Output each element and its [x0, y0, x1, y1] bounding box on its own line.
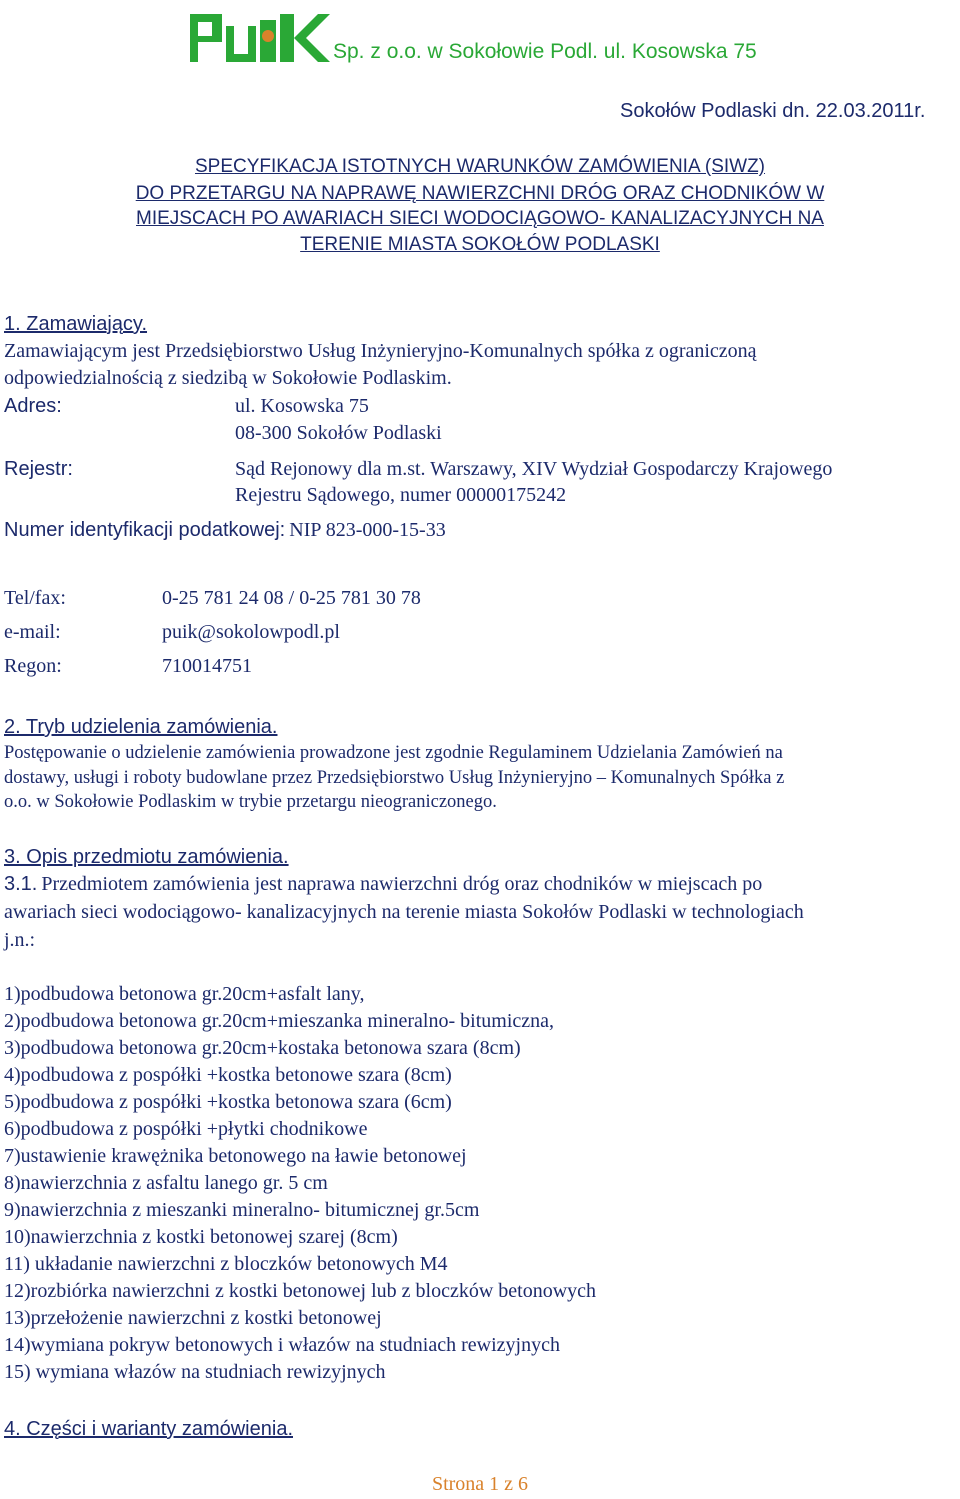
address-line-1: ul. Kosowska 75	[235, 395, 369, 417]
section-1-paragraph-line-1: Zamawiającym jest Przedsiębiorstwo Usług Inżynieryjno-Komunalnych spółka z ograniczoną	[4, 340, 757, 362]
section-2-paragraph-line-1: Postępowanie o udzielenie zamówienia prowadzone jest zgodnie Regulaminem Udzielania Zamówień na	[4, 743, 783, 763]
section-2-paragraph-line-2: dostawy, usługi i roboty budowlane przez Przedsiębiorstwo Usług Inżynieryjno – Komunalnych Spółka z	[4, 768, 785, 788]
list-item: 15) wymiana włazów na studniach rewizyjnych	[4, 1361, 386, 1383]
list-item: 9)nawierzchnia z mieszanki mineralno- bitumicznej gr.5cm	[4, 1199, 480, 1221]
document-date: Sokołów Podlaski dn. 22.03.2011r.	[620, 100, 926, 122]
section-1-heading: 1. Zamawiający.	[4, 313, 148, 335]
list-item: 13)przełożenie nawierzchni z kostki betonowej	[4, 1307, 382, 1329]
section-4-heading: 4. Części i warianty zamówienia.	[4, 1418, 293, 1440]
address-line-2: 08-300 Sokołów Podlaski	[235, 422, 442, 444]
list-item: 12)rozbiórka nawierzchni z kostki betonowej lub z bloczków betonowych	[4, 1280, 597, 1302]
company-logo	[190, 12, 330, 64]
regon-label: Regon:	[4, 655, 62, 677]
register-line-1: Sąd Rejonowy dla m.st. Warszawy, XIV Wydział Gospodarczy Krajowego	[235, 458, 833, 480]
section-3-1-text-line-1: Przedmiotem zamówienia jest naprawa nawierzchni dróg oraz chodników w miejscach po	[41, 873, 763, 895]
title-line-2: DO PRZETARGU NA NAPRAWĘ NAWIERZCHNI DRÓG ORAZ CHODNIKÓW W	[135, 183, 825, 204]
list-item: 6)podbudowa z pospółki +płytki chodnikowe	[4, 1118, 368, 1140]
tel-label: Tel/fax:	[4, 587, 66, 609]
title-line-1: SPECYFIKACJA ISTOTNYCH WARUNKÓW ZAMÓWIENIA (SIWZ)	[194, 156, 766, 177]
list-item: 3)podbudowa betonowa gr.20cm+kostaka betonowa szara (8cm)	[4, 1037, 521, 1059]
section-3-1-text-line-3: j.n.:	[4, 929, 36, 951]
section-3-1-number: 3.1.	[4, 873, 38, 895]
list-item: 7)ustawienie krawężnika betonowego na ławie betonowej	[4, 1145, 467, 1167]
email-label: e-mail:	[4, 621, 61, 643]
nip-label: Numer identyfikacji podatkowej:	[4, 519, 286, 541]
list-item: 14)wymiana pokryw betonowych i włazów na studniach rewizyjnych	[4, 1334, 560, 1356]
section-3-1-row	[4, 873, 762, 896]
puik-logo-icon	[190, 12, 330, 64]
section-3-1-text-line-2: awariach sieci wodociągowo- kanalizacyjnych na terenie miasta Sokołów Podlaski w technologiach	[4, 901, 804, 923]
address-label: Adres:	[4, 395, 62, 417]
title-line-4: TERENIE MIASTA SOKOŁÓW PODLASKI	[300, 234, 660, 255]
section-2-paragraph-line-3: o.o. w Sokołowie Podlaskim w trybie przetargu nieograniczonego.	[4, 792, 497, 812]
regon-value: 710014751	[162, 655, 252, 677]
register-label: Rejestr:	[4, 458, 73, 480]
company-name: Sp. z o.o. w Sokołowie Podl. ul. Kosowska 75	[333, 40, 757, 63]
list-item: 10)nawierzchnia z kostki betonowej szarej (8cm)	[4, 1226, 398, 1248]
nip-row	[4, 519, 446, 542]
nip-value: NIP 823-000-15-33	[289, 519, 446, 541]
list-item: 2)podbudowa betonowa gr.20cm+mieszanka mineralno- bitumiczna,	[4, 1010, 555, 1032]
list-item: 5)podbudowa z pospółki +kostka betonowa szara (6cm)	[4, 1091, 452, 1113]
list-item: 11) układanie nawierzchni z bloczków betonowych M4	[4, 1253, 448, 1275]
section-2-heading: 2. Tryb udzielenia zamówienia.	[4, 716, 278, 738]
section-3-heading: 3. Opis przedmiotu zamówienia.	[4, 846, 289, 868]
list-item: 1)podbudowa betonowa gr.20cm+asfalt lany,	[4, 983, 365, 1005]
title-line-3: MIEJSCACH PO AWARIACH SIECI WODOCIĄGOWO- KANALIZACYJNYCH NA	[136, 208, 824, 229]
register-line-2: Rejestru Sądowego, numer 00000175242	[235, 484, 567, 506]
list-item: 4)podbudowa z pospółki +kostka betonowe szara (8cm)	[4, 1064, 452, 1086]
tel-value: 0-25 781 24 08 / 0-25 781 30 78	[162, 587, 421, 609]
email-value: puik@sokolowpodl.pl	[162, 621, 340, 643]
page-number: Strona 1 z 6	[431, 1473, 529, 1495]
section-1-paragraph-line-2: odpowiedzialnością z siedzibą w Sokołowie Podlaskim.	[4, 367, 452, 389]
list-item: 8)nawierzchnia z asfaltu lanego gr. 5 cm	[4, 1172, 328, 1194]
